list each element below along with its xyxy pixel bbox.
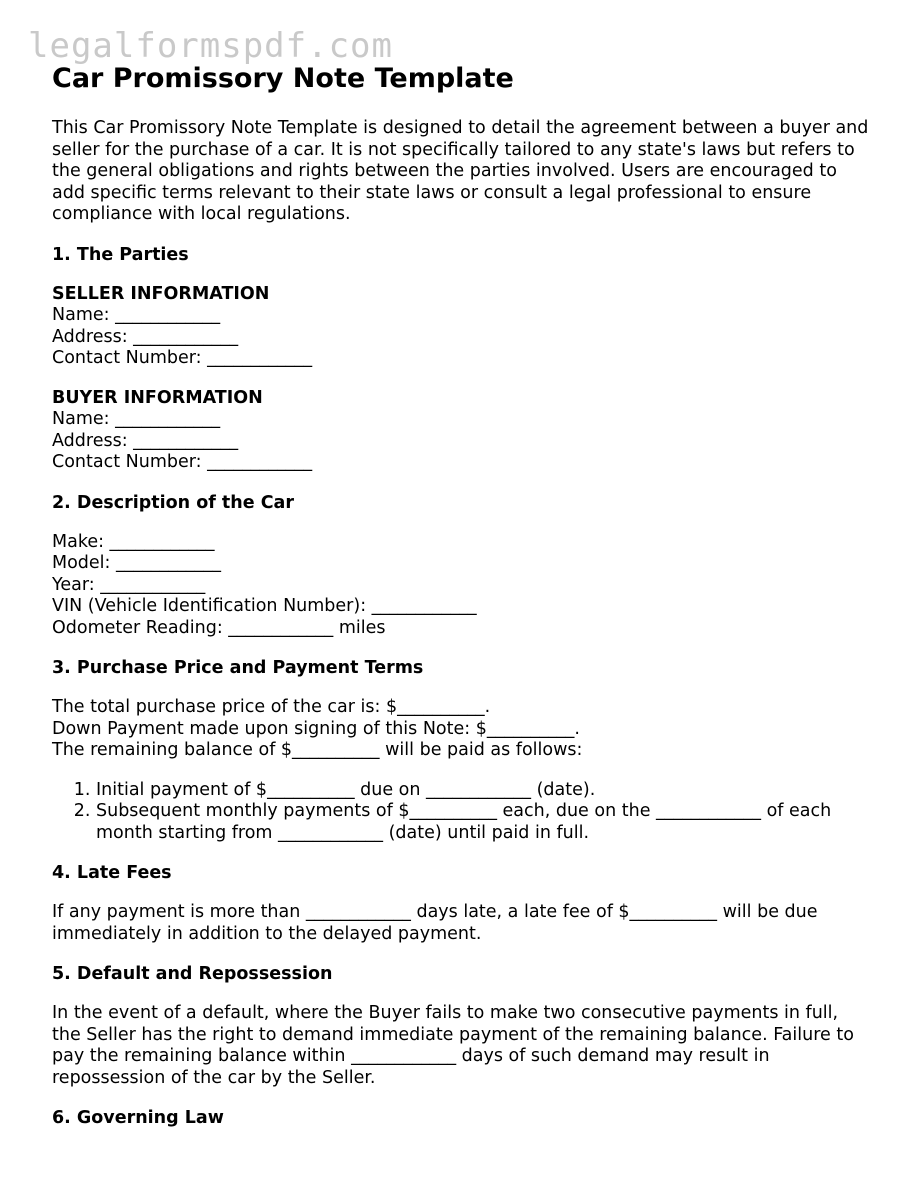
buyer-info-heading: BUYER INFORMATION [52,387,263,408]
intro-paragraph: This Car Promissory Note Template is designed to detail the agreement between a buyer and seller for the purchase of a car. It is not specifically tailored to any state's laws but refers to the general obligations and rights between the parties involved. Users are encouraged to add specific terms relevant to their state laws or consult a legal professional to ensure compliance with local regulations. [52,118,869,224]
buyer-name-field: Name: ____________ [52,409,221,429]
list-item: 2. Subsequent monthly payments of $__________ each, due on the ____________ of each month starting from ____________ (date) until paid in full. [96,801,872,844]
down-payment-line: Down Payment made upon signing of this Note: $__________. [52,718,580,739]
late-fees-paragraph: If any payment is more than ____________ days late, a late fee of $__________ will be due immediately in addition to the delayed payment. [52,902,818,944]
car-model-field: Model: ____________ [52,553,222,573]
seller-address-field: Address: ____________ [52,326,239,347]
seller-contact-field: Contact Number: ____________ [52,348,313,368]
document-body [52,62,872,1129]
section-car-heading: 2. Description of the Car [52,492,294,513]
seller-name-field: Name: ____________ [52,305,221,325]
car-make-field: Make: ____________ [52,531,215,552]
section-parties-heading: 1. The Parties [52,244,189,265]
total-price-line: The total purchase price of the car is: $__________. [52,697,491,717]
default-paragraph: In the event of a default, where the Buyer fails to make two consecutive payments in full, the Seller has the right to demand immediate payment of the remaining balance. Failure to pay the remaining balance within ____________ days of such demand may result in repossession of the car by the Seller. [52,1003,854,1088]
document-title: Car Promissory Note Template [52,63,514,94]
watermark: legalformspdf.com [28,26,393,66]
payment-schedule-list [52,780,872,845]
seller-info-heading: SELLER INFORMATION [52,283,270,304]
section-late-fees-heading: 4. Late Fees [52,863,172,883]
section-governing-law-heading: 6. Governing Law [52,1108,224,1128]
buyer-address-field: Address: ____________ [52,430,239,451]
list-item: 1. Initial payment of $__________ due on ____________ (date). [96,780,872,802]
car-year-field: Year: ____________ [52,574,206,595]
buyer-contact-field: Contact Number: ____________ [52,452,313,472]
remaining-balance-line: The remaining balance of $__________ will be paid as follows: [52,740,583,760]
section-default-heading: 5. Default and Repossession [52,964,333,984]
car-vin-field: VIN (Vehicle Identification Number): ____________ [52,596,477,616]
section-payment-heading: 3. Purchase Price and Payment Terms [52,658,424,678]
car-odometer-field: Odometer Reading: ____________ miles [52,617,386,638]
